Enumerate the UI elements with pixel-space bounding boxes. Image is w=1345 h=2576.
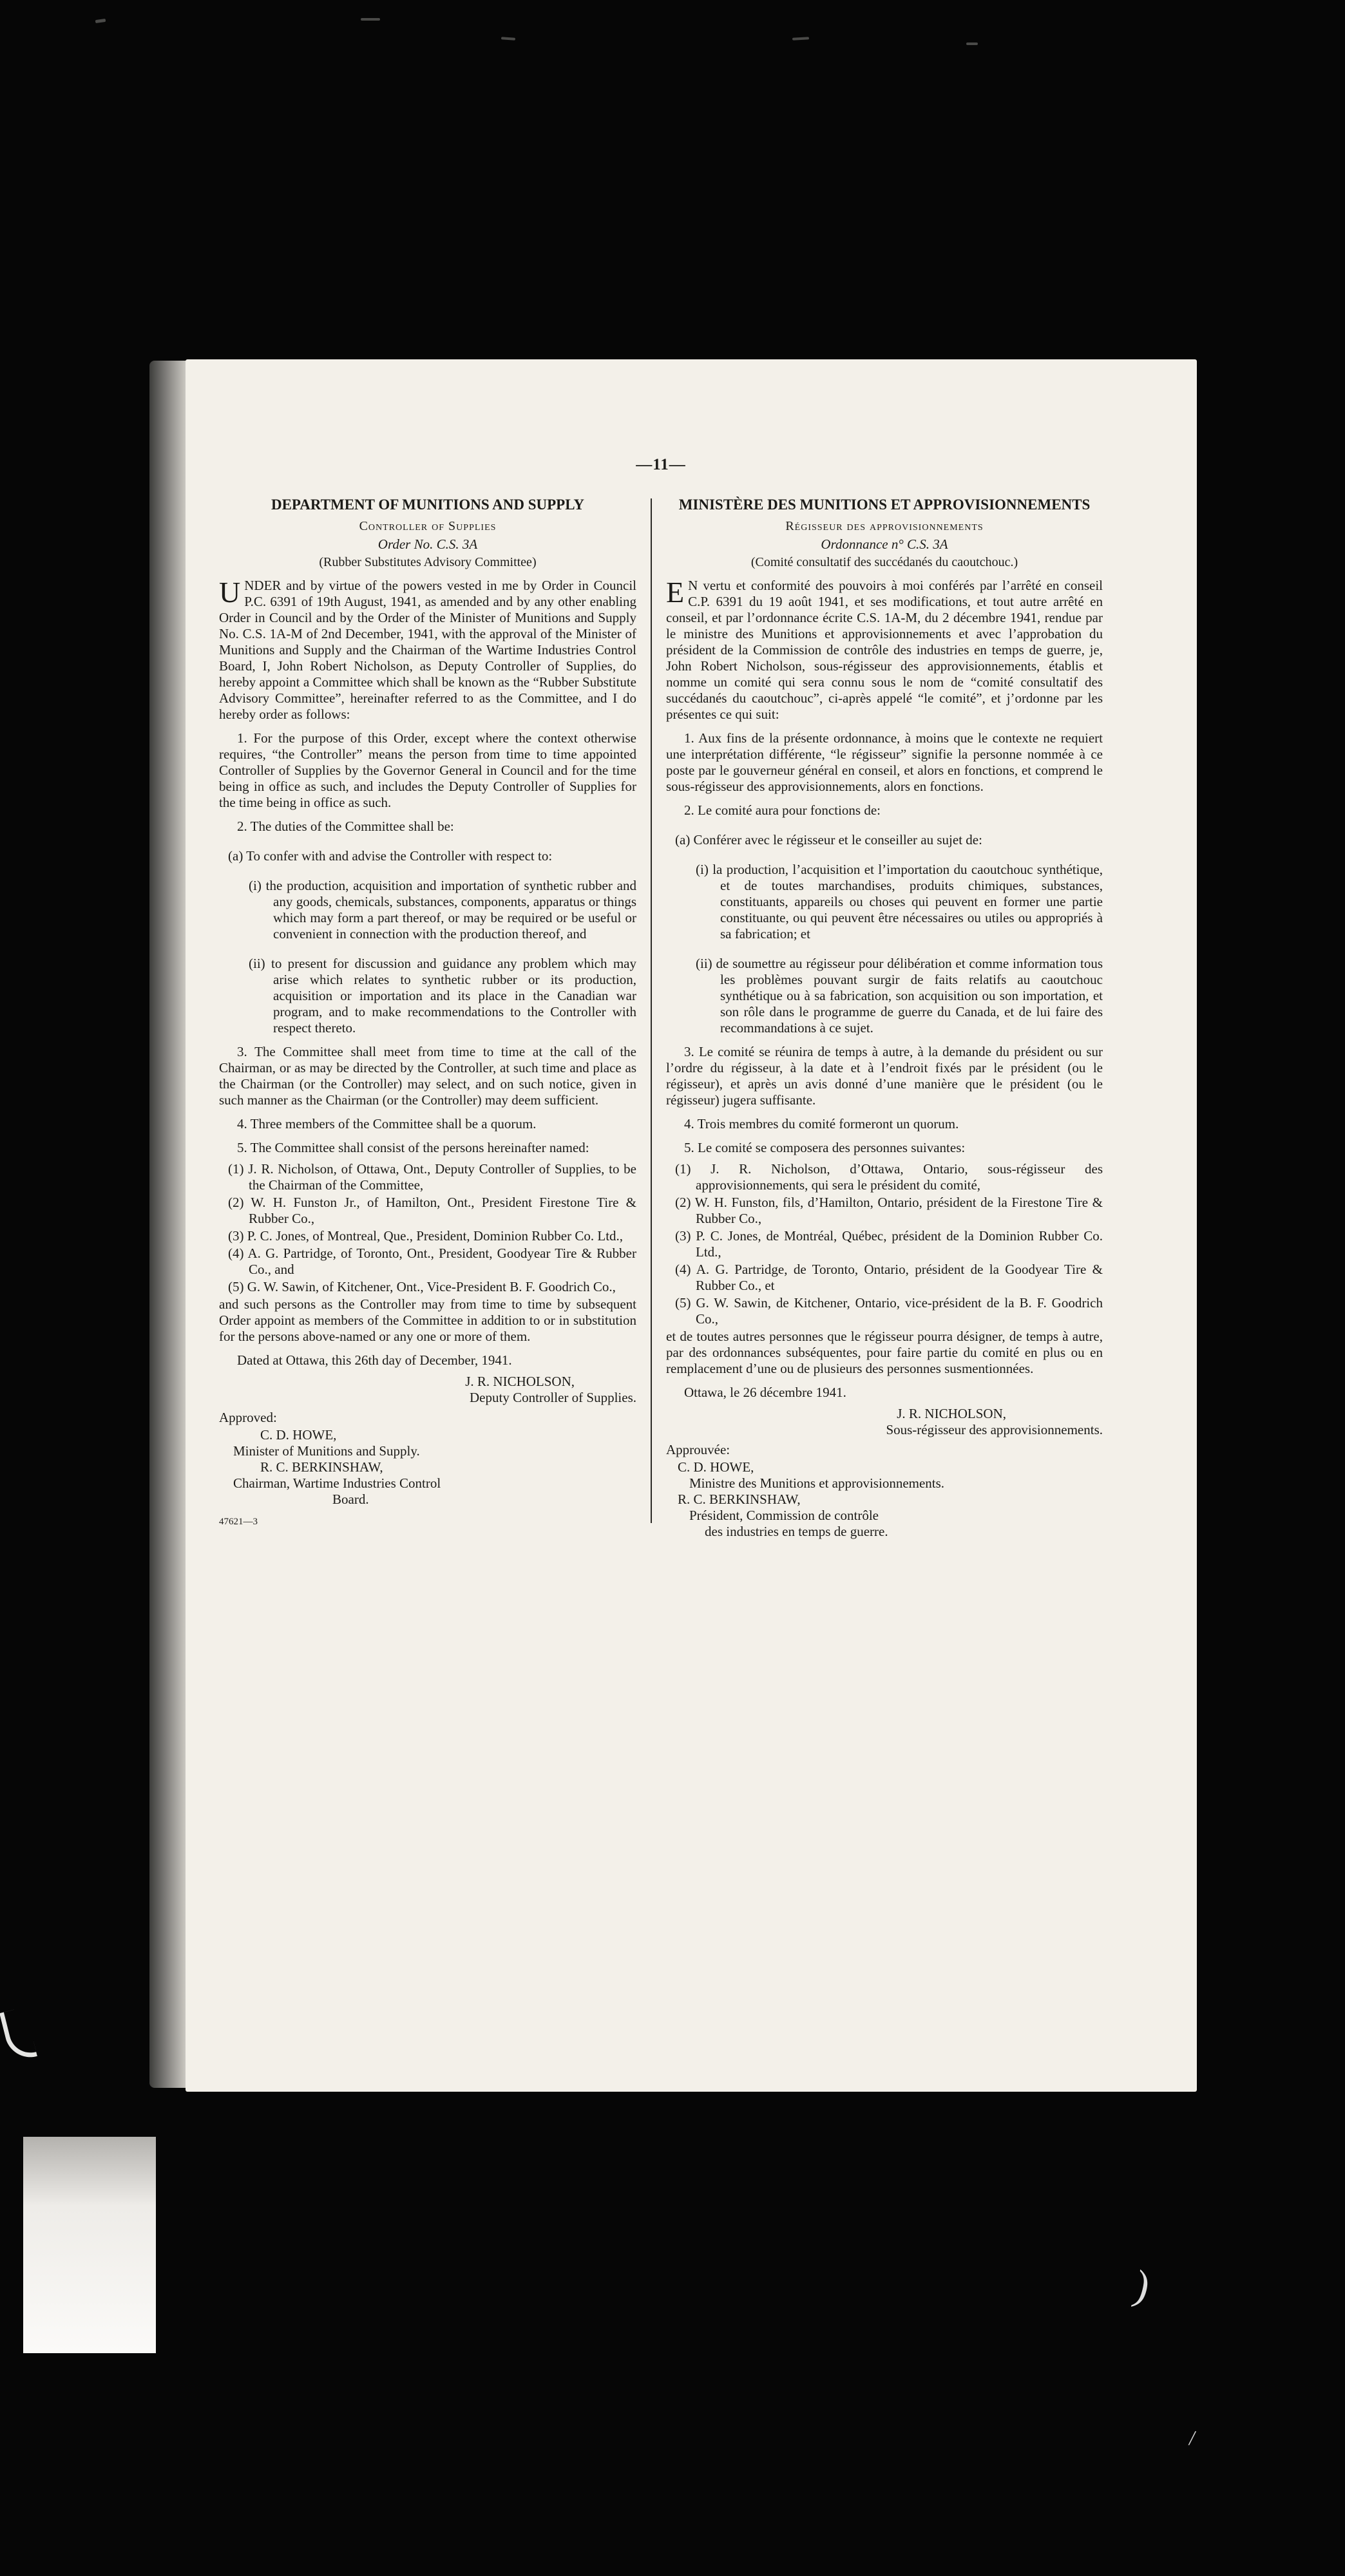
fr-section-1: 1. Aux fins de la présente ordonnance, à moins que le contexte ne requiert une interprétation différente, “le régisseur” signifie la personne nommée à ce poste par le gouverneur général en conseil, et alors en fonctions, et comprend le sous-régisseur des approvisionnements, alors en fonctions.: [666, 730, 1103, 794]
en-approver-1-name: C. D. HOWE,: [260, 1427, 337, 1443]
en-signature-name: J. R. NICHOLSON,: [465, 1374, 575, 1389]
fr-member-4: (4) A. G. Partridge, de Toronto, Ontario, président de la Goodyear Tire & Rubber Co., et: [675, 1262, 1103, 1293]
fr-section-2i: (i) la production, l’acquisition et l’importation du caoutchouc synthétique, et de toutes marchandises, produits chimiques, substances, constituants, appareils ou choses qui peuvent en former une partie constituante, ou qui peuvent être nécessaires ou utiles ou appropriés à sa fabrication; et: [696, 862, 1103, 942]
en-office-line: Controller of Supplies: [359, 519, 497, 533]
fr-closing: et de toutes autres personnes que le régisseur pourra désigner, de temps à autre, par des ordonnances subséquentes, pour faire partie du comité en plus ou en remplacement d’une ou de plusieurs des personnes susmentionnées.: [666, 1329, 1103, 1376]
fr-section-5: 5. Le comité se composera des personnes suivantes:: [684, 1140, 966, 1155]
en-section-4: 4. Three members of the Committee shall be a quorum.: [237, 1116, 537, 1132]
fr-committee-name: (Comité consultatif des succédanés du caoutchouc.): [750, 555, 1018, 569]
fr-order-number: Ordonnance n° C.S. 3A: [821, 536, 948, 552]
scan-noise-mark: [501, 37, 515, 41]
scan-hook-mark: [0, 2007, 37, 2063]
fr-office-line: Régisseur des approvisionnements: [785, 519, 984, 533]
fr-member-5: (5) G. W. Sawin, de Kitchener, Ontario, vice-président de la B. F. Goodrich Co.,: [675, 1295, 1103, 1327]
en-approver-2-name: R. C. BERKINSHAW,: [260, 1459, 383, 1475]
page-number: —11—: [636, 456, 686, 473]
fr-member-3: (3) P. C. Jones, de Montréal, Québec, président de la Dominion Rubber Co. Ltd.,: [675, 1228, 1103, 1260]
scan-noise-mark: [361, 18, 380, 21]
paper-scrap: [23, 2137, 156, 2353]
column-french: [666, 496, 1103, 1540]
column-english: [219, 496, 636, 1540]
scan-slash-mark: /: [1187, 2426, 1197, 2451]
en-approver-2-title: Chairman, Wartime Industries Control: [233, 1475, 441, 1491]
fr-section-2a: (a) Conférer avec le régisseur et le conseiller au sujet de:: [675, 832, 982, 848]
fr-approver-2-title: Président, Commission de contrôle: [689, 1508, 879, 1523]
fr-department-title: MINISTÈRE DES MUNITIONS ET APPROVISIONNEMENTS: [678, 497, 1091, 513]
print-code: 47621—3: [219, 1517, 258, 1527]
en-section-3: 3. The Committee shall meet from time to time at the call of the Chairman, or as may be directed by the Controller, at such time and place as the Chairman (or the Controller) may select, and on such notice, given in such manner as the Chairman (or the Controller) may deem sufficient.: [219, 1044, 636, 1108]
scan-noise-mark: [966, 43, 978, 45]
fr-preamble: [666, 578, 1103, 723]
en-member-2: (2) W. H. Funston Jr., of Hamilton, Ont., President Firestone Tire & Rubber Co.,: [228, 1195, 636, 1226]
en-section-2ii: (ii) to present for discussion and guidance any problem which may arise which relates to synthetic rubber or its production, acquisition or importation and its place in the Canadian war program, and to make recommendations to the Controller with respect thereto.: [249, 956, 636, 1036]
fr-section-4: 4. Trois membres du comité formeront un quorum.: [684, 1116, 959, 1132]
scan-paren-mark: ): [1129, 2261, 1155, 2311]
en-section-5: 5. The Committee shall consist of the persons hereinafter named:: [237, 1140, 589, 1155]
en-section-2: 2. The duties of the Committee shall be:: [237, 819, 454, 834]
en-member-1: (1) J. R. Nicholson, of Ottawa, Ont., Deputy Controller of Supplies, to be the Chairman of the Committee,: [228, 1161, 636, 1193]
en-committee-name: (Rubber Substitutes Advisory Committee): [319, 555, 537, 569]
page-gutter-edge: [149, 361, 187, 2088]
fr-signature-title: Sous-régisseur des approvisionnements.: [886, 1422, 1103, 1437]
fr-approver-1-name: C. D. HOWE,: [678, 1459, 754, 1475]
en-section-2a: (a) To confer with and advise the Controller with respect to:: [228, 848, 553, 864]
en-dropcap: U: [219, 576, 241, 609]
en-member-5: (5) G. W. Sawin, of Kitchener, Ont., Vice-President B. F. Goodrich Co.,: [228, 1279, 616, 1294]
fr-section-2: 2. Le comité aura pour fonctions de:: [684, 802, 881, 818]
fr-member-2: (2) W. H. Funston, fils, d’Hamilton, Ontario, président de la Firestone Tire & Rubber Co.,: [675, 1195, 1103, 1226]
document-page: [186, 359, 1197, 2092]
column-divider-rule: [651, 498, 652, 1523]
en-order-number: Order No. C.S. 3A: [377, 536, 478, 552]
fr-approver-1-title: Ministre des Munitions et approvisionnements.: [689, 1475, 945, 1491]
fr-section-2ii: (ii) de soumettre au régisseur pour délibération et comme information tous les problèmes pouvant surgir de faits relatifs au caoutchouc synthétique ou à sa fabrication, son acquisition ou son importation, et son rôle dans le programme de guerre du Canada, et de lui faire des recommandations à ce sujet.: [696, 956, 1103, 1036]
scan-noise-mark: [95, 19, 106, 23]
en-section-1: 1. For the purpose of this Order, except where the context otherwise requires, “the Controller” means the person from time to time appointed Controller of Supplies by the Governor General in Council and for the time being in office as such, and includes the Deputy Controller of Supplies for the time being in office as such.: [219, 730, 636, 810]
en-section-2i: (i) the production, acquisition and importation of synthetic rubber and any goods, chemicals, substances, components, apparatus or things which may form a part thereof, or may be required or be useful or convenient in connection with the production thereof, and: [249, 878, 636, 942]
en-preamble-text: NDER and by virtue of the powers vested in me by Order in Council P.C. 6391 of 19th August, 1941, as amended and by any other enabling Order in Council and by the Order of the Minister of Munitions and Supply No. C.S. 1A-M of 2nd December, 1941, with the approval of the Minister of Munitions and Supply and the Chairman of the Wartime Industries Control Board, I, John Robert Nicholson, as Deputy Controller of Supplies, do hereby appoint a Committee which shall be known as the “Rubber Substitute Advisory Committee”, hereinafter referred to as the Committee, and I do hereby order as follows:: [219, 578, 636, 722]
en-approved-label: Approved:: [219, 1410, 277, 1425]
en-approver-2-title-2: Board.: [332, 1492, 369, 1507]
en-signature-title: Deputy Controller of Supplies.: [470, 1390, 636, 1405]
fr-approver-2-name: R. C. BERKINSHAW,: [678, 1492, 801, 1507]
fr-approver-2-title-2: des industries en temps de guerre.: [705, 1524, 888, 1539]
en-department-title: DEPARTMENT OF MUNITIONS AND SUPPLY: [271, 497, 585, 513]
en-member-4: (4) A. G. Partridge, of Toronto, Ont., President, Goodyear Tire & Rubber Co., and: [228, 1245, 636, 1277]
fr-section-3: 3. Le comité se réunira de temps à autre, à la demande du président ou sur l’ordre du régisseur, à la date et à l’endroit fixés par le président (ou le régisseur), et après un avis donné d’une manière que le président (ou le régisseur) jugera suffisante.: [666, 1044, 1103, 1108]
fr-dated-line: Ottawa, le 26 décembre 1941.: [684, 1385, 846, 1400]
en-closing: and such persons as the Controller may from time to time by subsequent Order appoint as members of the Committee in addition to or in substitution for the persons above-named or any one or more of them.: [219, 1296, 636, 1344]
fr-dropcap: E: [666, 576, 685, 609]
fr-signature-name: J. R. NICHOLSON,: [897, 1406, 1006, 1421]
fr-preamble-text: N vertu et conformité des pouvoirs à moi conférés par l’arrêté en conseil C.P. 6391 du 19 août 1941, et ses modifications, et tout autre arrêté en conseil, et par l’ordonnance écrite C.S. 1A-M, du 2 décembre 1941, rendue par le ministre des Munitions et approvisionnements et avec l’approbation du président de la Commission de contrôle des industries en temps de guerre, je, John Robert Nicholson, sous-régisseur des approvisionnements, établis et nomme un comité qui sera connu sous le nom de “comité consultatif des succédanés du caoutchouc”, ci-après appelé “le comité”, et j’ordonne par les présentes ce qui suit:: [666, 578, 1103, 722]
en-preamble: [219, 578, 636, 723]
en-dated-line: Dated at Ottawa, this 26th day of December, 1941.: [237, 1352, 512, 1368]
fr-approved-label: Approuvée:: [666, 1442, 730, 1457]
two-column-layout: [219, 496, 1103, 1540]
en-member-3: (3) P. C. Jones, of Montreal, Que., President, Dominion Rubber Co. Ltd.,: [228, 1228, 624, 1244]
fr-member-1: (1) J. R. Nicholson, d’Ottawa, Ontario, sous-régisseur des approvisionnements, qui sera le président du comité,: [675, 1161, 1103, 1193]
en-approver-1-title: Minister of Munitions and Supply.: [233, 1443, 420, 1459]
scan-noise-mark: [792, 37, 809, 40]
